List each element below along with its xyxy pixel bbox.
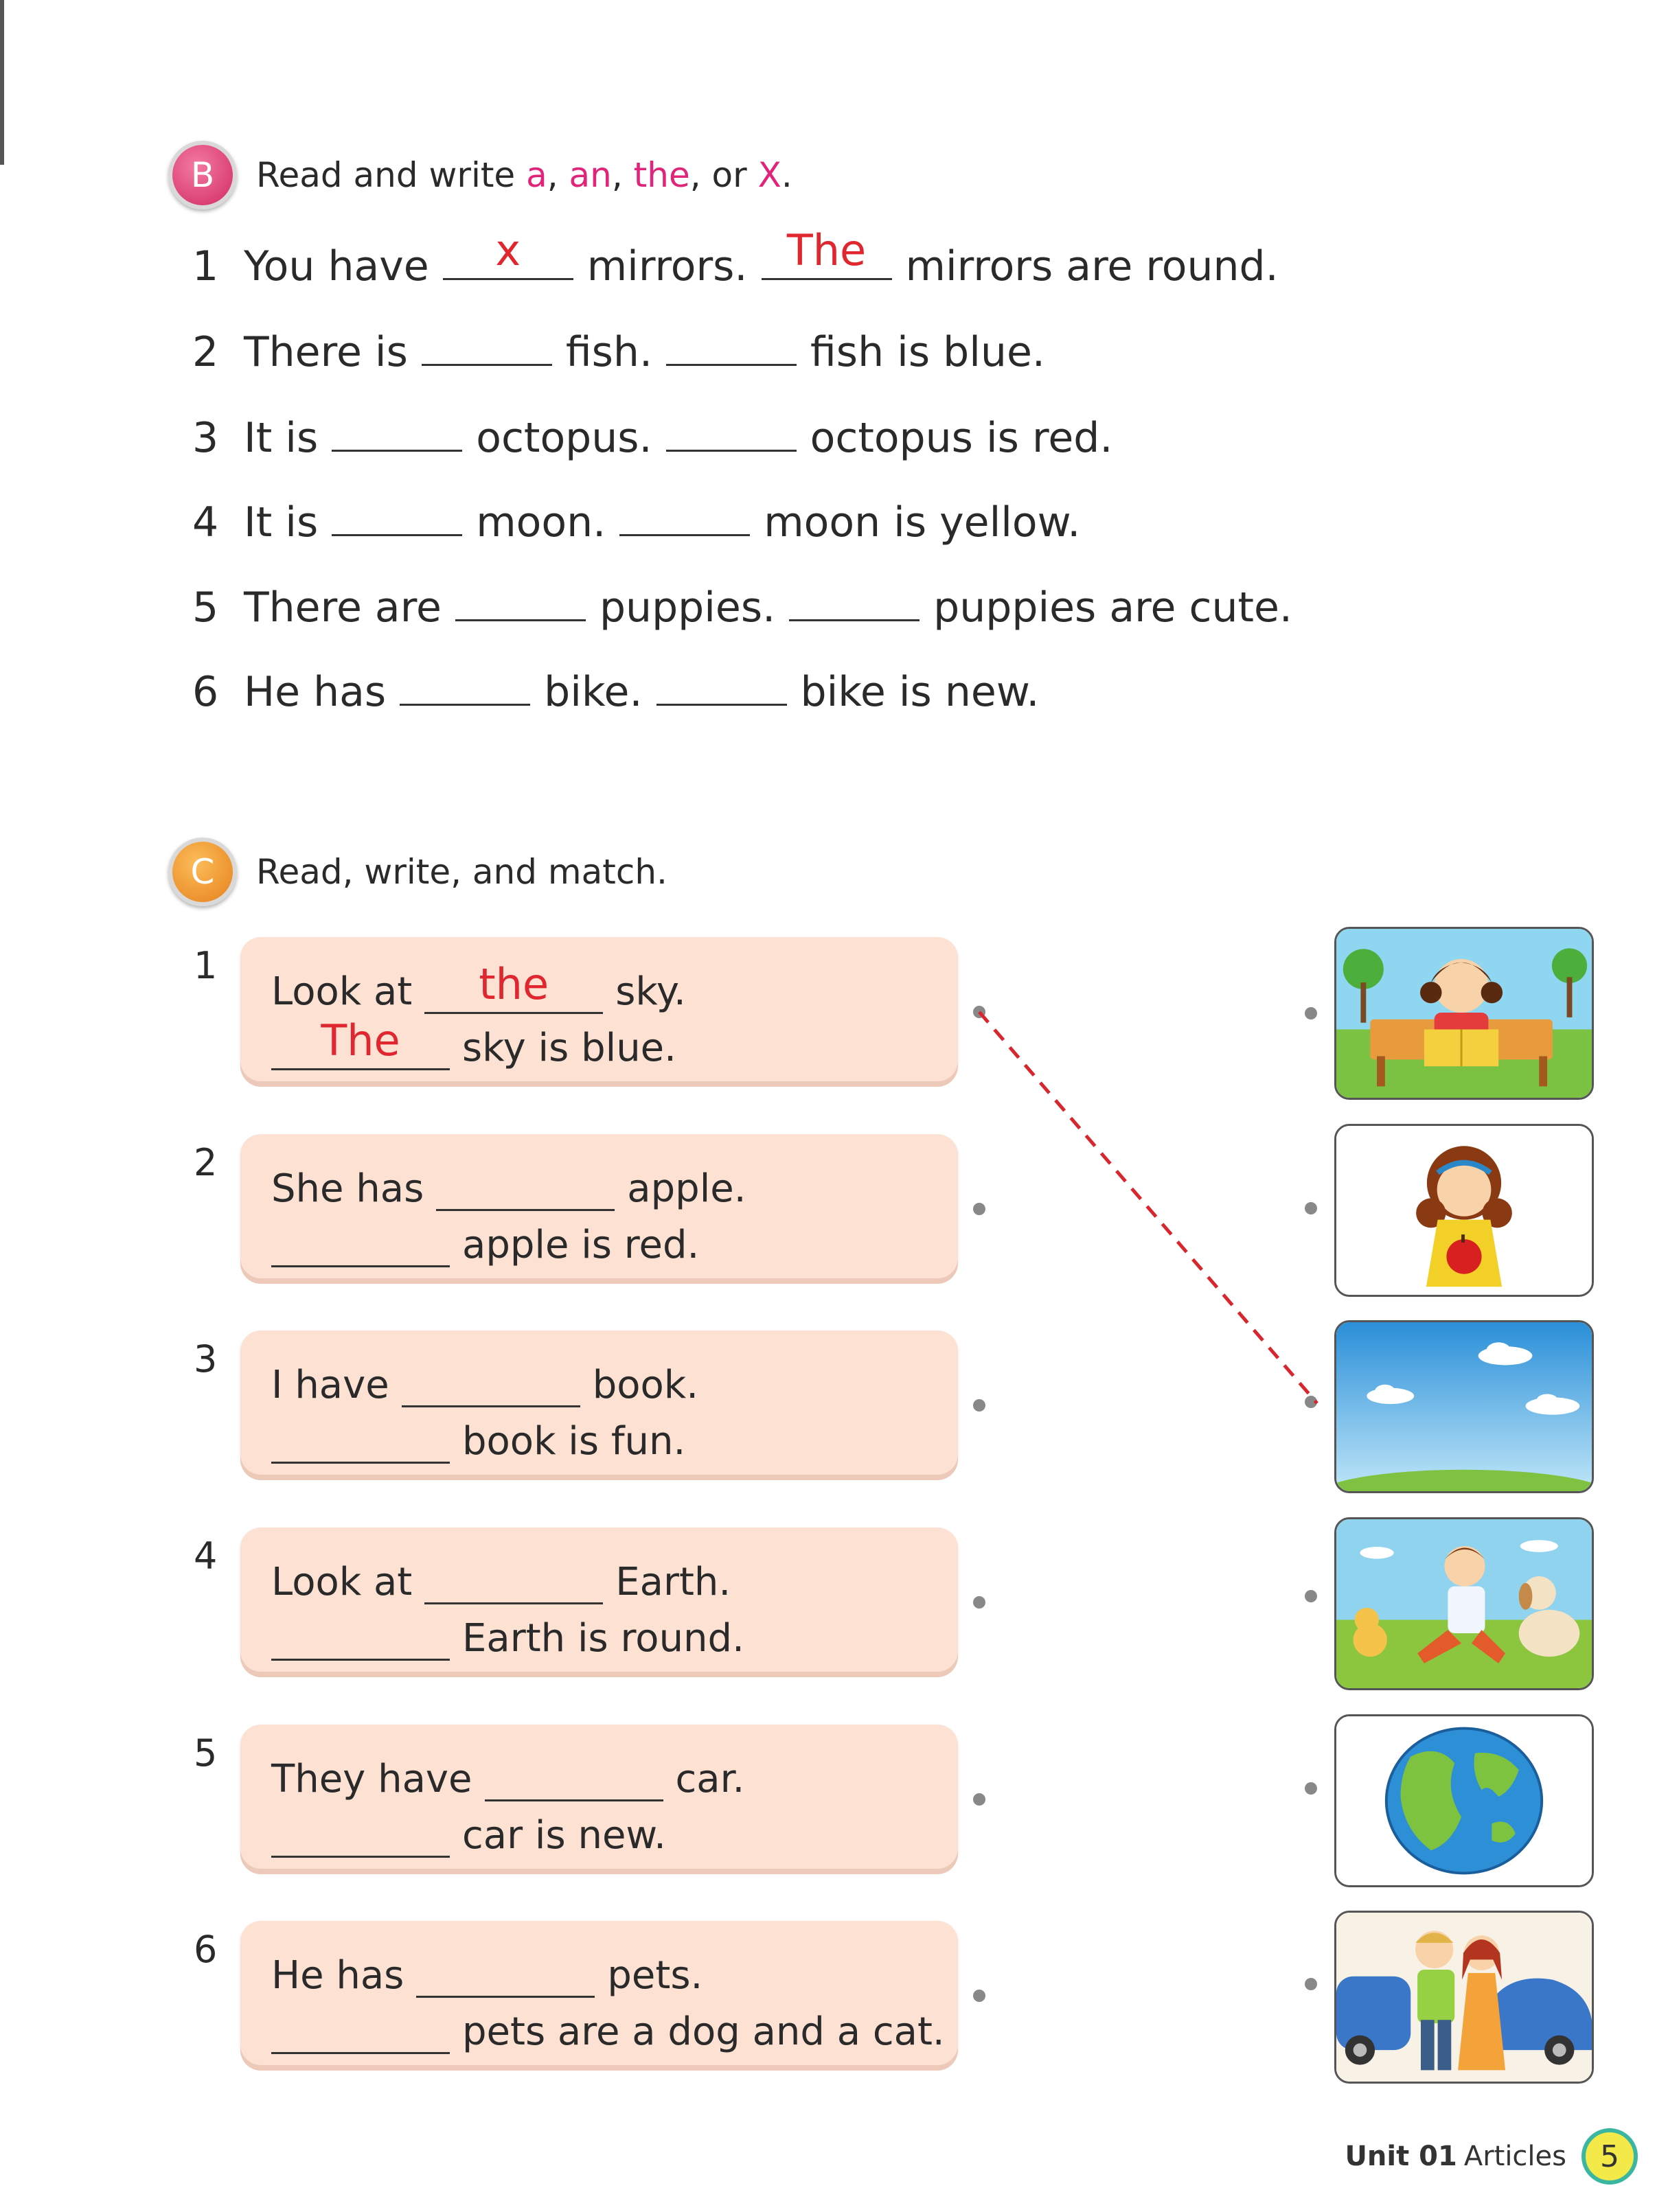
b-text-part-2: moon. [476,498,606,546]
c-item-number: 5 [194,1731,218,1775]
c-line-2-suffix: sky is blue. [462,1026,676,1070]
b-text-part-3: octopus is red. [810,414,1113,462]
picture-earth [1334,1714,1594,1887]
c-line-2-suffix: car is new. [462,1813,666,1858]
b-answer-2: The [786,225,867,275]
b-text-part-3: moon is yellow. [764,498,1081,546]
b-text-part-1: It is [244,498,319,546]
picture-couple-with-car [1334,1911,1594,2084]
c-item-number: 1 [194,944,218,987]
b-text-part-1: There is [244,328,408,376]
picture-girl-with-apple [1334,1124,1594,1297]
c-line-1-prefix: I have [271,1363,389,1407]
b-text-part-3: puppies are cute. [933,584,1293,632]
b-answer-1: x [495,225,521,275]
b-text-part-1: There are [244,584,442,632]
b-sentence-number: 2 [192,328,219,376]
c-line-1-prefix: She has [271,1166,424,1211]
b-sentence-number: 5 [192,584,219,632]
b-text-part-3: bike is new. [800,668,1040,716]
page-number: 5 [1581,2128,1638,2185]
c-line-1-suffix: apple. [627,1166,746,1211]
c-answer-2: The [321,1015,400,1065]
c-line-2-suffix: book is fun. [462,1419,686,1464]
c-line-1-suffix: book. [592,1363,699,1407]
b-sentence-number: 1 [192,242,219,290]
section-b-instruction: Read and write a, an, the, or X. [256,155,792,195]
c-item-number: 6 [194,1928,218,1971]
c-line-1-prefix: He has [271,1953,404,1998]
b-text-part-2: octopus. [476,414,652,462]
footer-unit: Unit 01 [1345,2141,1457,2172]
b-text-part-2: puppies. [599,584,776,632]
b-text-part-1: You have [244,242,429,290]
b-sentence-number: 4 [192,498,219,546]
b-text-part-2: bike. [544,668,643,716]
b-sentence-number: 6 [192,668,219,716]
b-text-part-3: fish is blue. [810,328,1045,376]
c-line-1-prefix: Look at [271,969,413,1014]
c-line-1-suffix: sky. [615,969,686,1014]
footer-topic: Articles [1463,2141,1566,2172]
b-text-part-2: fish. [565,328,653,376]
b-text-part-1: He has [244,668,387,716]
page-footer [1345,2128,1638,2185]
c-item-number: 2 [194,1141,218,1184]
picture-boy-with-pets [1334,1517,1594,1690]
c-item-number: 3 [194,1337,218,1381]
c-line-2-suffix: apple is red. [462,1223,700,1267]
c-line-1-suffix: pets. [607,1953,703,1998]
c-line-2-suffix: pets are a dog and a cat. [462,2009,945,2054]
section-c-badge: C [168,838,237,906]
b-text-part-2: mirrors. [586,242,748,290]
c-line-1-suffix: car. [675,1757,745,1801]
section-b-badge: B [168,141,237,209]
section-c-instruction: Read, write, and match. [256,852,667,892]
c-line-1-prefix: They have [271,1757,472,1801]
b-text-part-3: mirrors are round. [905,242,1279,290]
c-line-1-suffix: Earth. [615,1560,731,1604]
picture-girl-reading [1334,927,1594,1100]
c-answer-1: the [479,959,549,1009]
c-item-number: 4 [194,1534,218,1578]
b-sentence-number: 3 [192,414,219,462]
c-line-2-suffix: Earth is round. [462,1616,744,1661]
b-text-part-1: It is [244,414,319,462]
c-line-1-prefix: Look at [271,1560,413,1604]
picture-blue-sky [1334,1320,1594,1493]
